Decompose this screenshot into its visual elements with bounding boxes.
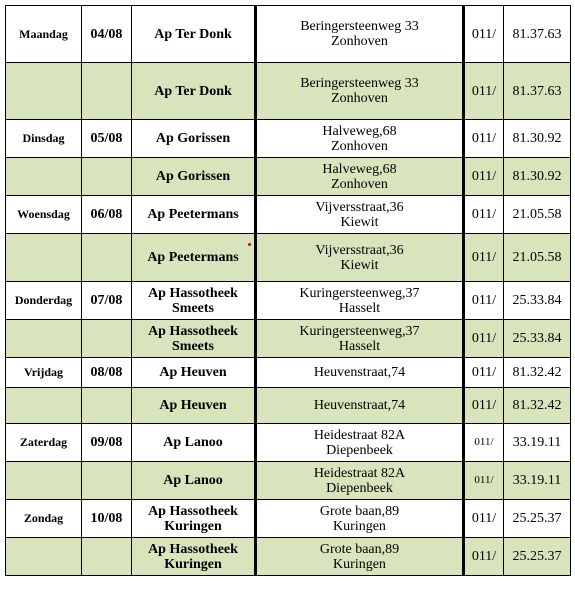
area-code-cell-text: 011/ bbox=[471, 26, 497, 42]
area-code-cell bbox=[464, 500, 504, 538]
phone-cell-text: 25.25.37 bbox=[512, 549, 562, 564]
address-cell bbox=[256, 320, 464, 358]
phone-cell-text: 81.37.63 bbox=[512, 26, 562, 42]
table-row bbox=[6, 120, 571, 158]
date-cell-text: 08/08 bbox=[90, 365, 123, 380]
pharmacy-cell-text: Ap Lanoo bbox=[163, 473, 223, 488]
date-cell bbox=[82, 538, 132, 576]
pharmacy-cell-text: Ap Hassotheek Smeets bbox=[148, 323, 238, 354]
pharmacy-cell-text: Ap Ter Donk bbox=[154, 83, 232, 99]
phone-cell bbox=[504, 424, 571, 462]
area-code-cell bbox=[464, 424, 504, 462]
day-cell bbox=[6, 388, 82, 424]
phone-cell bbox=[504, 234, 571, 282]
address-cell-text: Hasselt bbox=[338, 300, 381, 316]
day-cell-text: Donderdag bbox=[14, 293, 73, 307]
address-cell-text: Beringersteenweg 33 bbox=[300, 76, 419, 91]
area-code-cell-text: 011/ bbox=[474, 474, 494, 486]
address-cell bbox=[256, 500, 464, 538]
pharmacy-cell bbox=[132, 320, 256, 358]
pharmacy-cell-text: Ap Heuven bbox=[159, 398, 227, 413]
area-code-cell-text: 011/ bbox=[471, 207, 497, 222]
address-cell bbox=[256, 234, 464, 282]
day-cell bbox=[6, 358, 82, 388]
pharmacy-cell bbox=[132, 462, 256, 500]
day-cell bbox=[6, 424, 82, 462]
pharmacy-cell-text: Ap Hassotheek Smeets bbox=[148, 285, 238, 316]
address-cell-text: Kiewit bbox=[340, 214, 379, 230]
date-cell bbox=[82, 358, 132, 388]
pharmacy-cell-text: Ap Peetermans bbox=[147, 207, 239, 222]
address-cell-text: Heidestraat 82A bbox=[313, 465, 406, 481]
pharmacy-cell bbox=[132, 158, 256, 196]
date-cell bbox=[82, 158, 132, 196]
table-row bbox=[6, 158, 571, 196]
address-cell bbox=[256, 6, 464, 63]
address-cell bbox=[256, 358, 464, 388]
pharmacy-cell bbox=[132, 196, 256, 234]
phone-cell-text: 81.32.42 bbox=[512, 365, 562, 380]
area-code-cell bbox=[464, 358, 504, 388]
date-cell bbox=[82, 320, 132, 358]
pharmacy-cell bbox=[132, 63, 256, 120]
address-cell-text: Beringersteenweg 33 bbox=[300, 19, 419, 34]
phone-cell-text: 81.30.92 bbox=[512, 169, 562, 184]
area-code-cell-text: 011/ bbox=[471, 365, 497, 380]
pharmacy-cell bbox=[132, 282, 256, 320]
pharmacy-duty-table bbox=[5, 5, 571, 576]
table-row bbox=[6, 6, 571, 63]
address-cell bbox=[256, 120, 464, 158]
date-cell-text: 10/08 bbox=[90, 511, 123, 526]
table-row bbox=[6, 388, 571, 424]
table-row bbox=[6, 538, 571, 576]
phone-cell bbox=[504, 282, 571, 320]
address-cell-text: Diepenbeek bbox=[326, 480, 393, 496]
area-code-cell bbox=[464, 462, 504, 500]
address-cell-text: Diepenbeek bbox=[326, 442, 393, 458]
phone-cell-text: 81.32.42 bbox=[512, 398, 562, 413]
day-cell-text: Dinsdag bbox=[22, 131, 65, 145]
table-row bbox=[6, 358, 571, 388]
area-code-cell-text: 011/ bbox=[471, 511, 497, 526]
address-cell bbox=[256, 388, 464, 424]
table-row bbox=[6, 320, 571, 358]
address-cell-text: Zonhoven bbox=[331, 176, 388, 192]
date-cell-text: 05/08 bbox=[90, 131, 123, 146]
date-cell bbox=[82, 282, 132, 320]
date-cell bbox=[82, 234, 132, 282]
area-code-cell bbox=[464, 120, 504, 158]
day-cell-text: Zaterdag bbox=[19, 435, 68, 449]
phone-cell bbox=[504, 500, 571, 538]
date-cell-text: 06/08 bbox=[90, 207, 123, 222]
area-code-cell bbox=[464, 234, 504, 282]
date-cell-text: 04/08 bbox=[90, 26, 123, 42]
phone-cell bbox=[504, 462, 571, 500]
address-cell-text: Heuvenstraat,74 bbox=[313, 365, 406, 380]
day-cell bbox=[6, 158, 82, 196]
phone-cell-text: 25.25.37 bbox=[512, 511, 562, 526]
phone-cell bbox=[504, 388, 571, 424]
pharmacy-cell-text: Ap Lanoo bbox=[163, 435, 223, 450]
pharmacy-cell bbox=[132, 358, 256, 388]
address-cell-text: Hasselt bbox=[338, 338, 381, 354]
area-code-cell-text: 011/ bbox=[471, 250, 497, 265]
address-cell-text: Heuvenstraat,74 bbox=[313, 398, 406, 413]
pharmacy-cell-text: Ap Peetermans bbox=[147, 250, 239, 265]
phone-cell-text: 21.05.58 bbox=[512, 250, 562, 265]
table-row bbox=[6, 63, 571, 120]
pharmacy-cell bbox=[132, 6, 256, 63]
phone-cell-text: 25.33.84 bbox=[512, 331, 562, 346]
area-code-cell-text: 011/ bbox=[471, 549, 497, 564]
day-cell-text: Woensdag bbox=[17, 207, 70, 221]
phone-cell bbox=[504, 6, 571, 63]
area-code-cell-text: 011/ bbox=[471, 169, 497, 184]
day-cell bbox=[6, 234, 82, 282]
table-row bbox=[6, 424, 571, 462]
day-cell bbox=[6, 320, 82, 358]
area-code-cell bbox=[464, 388, 504, 424]
address-cell-text: Zonhoven bbox=[331, 34, 388, 49]
address-cell-text: Kiewit bbox=[340, 257, 379, 273]
date-cell bbox=[82, 500, 132, 538]
date-cell bbox=[82, 424, 132, 462]
area-code-cell-text: 011/ bbox=[471, 331, 497, 346]
pharmacy-cell bbox=[132, 424, 256, 462]
address-cell-text: Heidestraat 82A bbox=[313, 427, 406, 443]
day-cell bbox=[6, 282, 82, 320]
table-row bbox=[6, 462, 571, 500]
day-cell bbox=[6, 196, 82, 234]
date-cell bbox=[82, 120, 132, 158]
pharmacy-cell bbox=[132, 388, 256, 424]
date-cell bbox=[82, 196, 132, 234]
phone-cell-text: 81.37.63 bbox=[512, 83, 562, 99]
address-cell-text: Zonhoven bbox=[331, 138, 388, 154]
phone-cell bbox=[504, 538, 571, 576]
day-cell bbox=[6, 63, 82, 120]
pharmacy-cell-text: Ap Hassotheek Kuringen bbox=[148, 541, 238, 572]
address-cell bbox=[256, 462, 464, 500]
day-cell-text: Vrijdag bbox=[23, 365, 64, 379]
pharmacy-cell-text: Ap Gorissen bbox=[155, 169, 231, 184]
address-cell-text: Kuringen bbox=[333, 518, 386, 534]
phone-cell-text: 21.05.58 bbox=[512, 207, 562, 222]
table-row bbox=[6, 196, 571, 234]
address-cell bbox=[256, 158, 464, 196]
phone-cell bbox=[504, 63, 571, 120]
date-cell bbox=[82, 63, 132, 120]
area-code-cell bbox=[464, 158, 504, 196]
pharmacy-cell-text: Ap Hassotheek Kuringen bbox=[148, 503, 238, 534]
pharmacy-cell bbox=[132, 500, 256, 538]
area-code-cell-text: 011/ bbox=[471, 398, 497, 413]
address-cell-text: Grote baan,89 bbox=[319, 541, 400, 557]
area-code-cell bbox=[464, 538, 504, 576]
phone-cell-text: 33.19.11 bbox=[512, 473, 562, 488]
phone-cell bbox=[504, 158, 571, 196]
area-code-cell-text: 011/ bbox=[471, 131, 497, 146]
pharmacy-cell bbox=[132, 234, 256, 282]
table-row bbox=[6, 282, 571, 320]
day-cell-text: Maandag bbox=[19, 26, 68, 41]
address-cell-text: Zonhoven bbox=[331, 91, 388, 106]
address-cell-text: Kuringen bbox=[333, 556, 386, 572]
date-cell bbox=[82, 462, 132, 500]
day-cell bbox=[6, 120, 82, 158]
address-cell-text: Halveweg,68 bbox=[322, 161, 397, 177]
day-cell bbox=[6, 462, 82, 500]
address-cell-text: Kuringersteenweg,37 bbox=[299, 285, 420, 301]
address-cell bbox=[256, 538, 464, 576]
day-cell bbox=[6, 6, 82, 63]
phone-cell bbox=[504, 196, 571, 234]
day-cell-text: Zondag bbox=[23, 511, 64, 525]
address-cell-text: Halveweg,68 bbox=[322, 123, 397, 139]
address-cell bbox=[256, 282, 464, 320]
area-code-cell bbox=[464, 282, 504, 320]
date-cell bbox=[82, 6, 132, 63]
area-code-cell bbox=[464, 196, 504, 234]
phone-cell-text: 33.19.11 bbox=[512, 435, 562, 450]
address-cell bbox=[256, 63, 464, 120]
address-cell-text: Kuringersteenweg,37 bbox=[299, 323, 420, 339]
phone-cell bbox=[504, 120, 571, 158]
area-code-cell bbox=[464, 6, 504, 63]
day-cell bbox=[6, 500, 82, 538]
address-cell-text: Vijversstraat,36 bbox=[315, 242, 404, 258]
pharmacy-cell-text: Ap Gorissen bbox=[155, 131, 231, 146]
address-cell-text: Vijversstraat,36 bbox=[315, 199, 404, 215]
address-cell-text: Grote baan,89 bbox=[319, 503, 400, 519]
area-code-cell-text: 011/ bbox=[471, 293, 497, 308]
phone-cell-text: 25.33.84 bbox=[512, 293, 562, 308]
area-code-cell bbox=[464, 63, 504, 120]
address-cell bbox=[256, 196, 464, 234]
pharmacy-cell-text: Ap Heuven bbox=[159, 365, 227, 380]
pharmacy-cell bbox=[132, 120, 256, 158]
pharmacy-cell bbox=[132, 538, 256, 576]
date-cell-text: 07/08 bbox=[90, 293, 123, 308]
area-code-cell bbox=[464, 320, 504, 358]
date-cell-text: 09/08 bbox=[90, 435, 123, 450]
red-dot-mark bbox=[248, 243, 251, 246]
area-code-cell-text: 011/ bbox=[471, 83, 497, 99]
phone-cell-text: 81.30.92 bbox=[512, 131, 562, 146]
phone-cell bbox=[504, 320, 571, 358]
area-code-cell-text: 011/ bbox=[474, 436, 494, 448]
table-row bbox=[6, 234, 571, 282]
table-row bbox=[6, 500, 571, 538]
day-cell bbox=[6, 538, 82, 576]
date-cell bbox=[82, 388, 132, 424]
phone-cell bbox=[504, 358, 571, 388]
pharmacy-cell-text: Ap Ter Donk bbox=[154, 26, 232, 42]
address-cell bbox=[256, 424, 464, 462]
